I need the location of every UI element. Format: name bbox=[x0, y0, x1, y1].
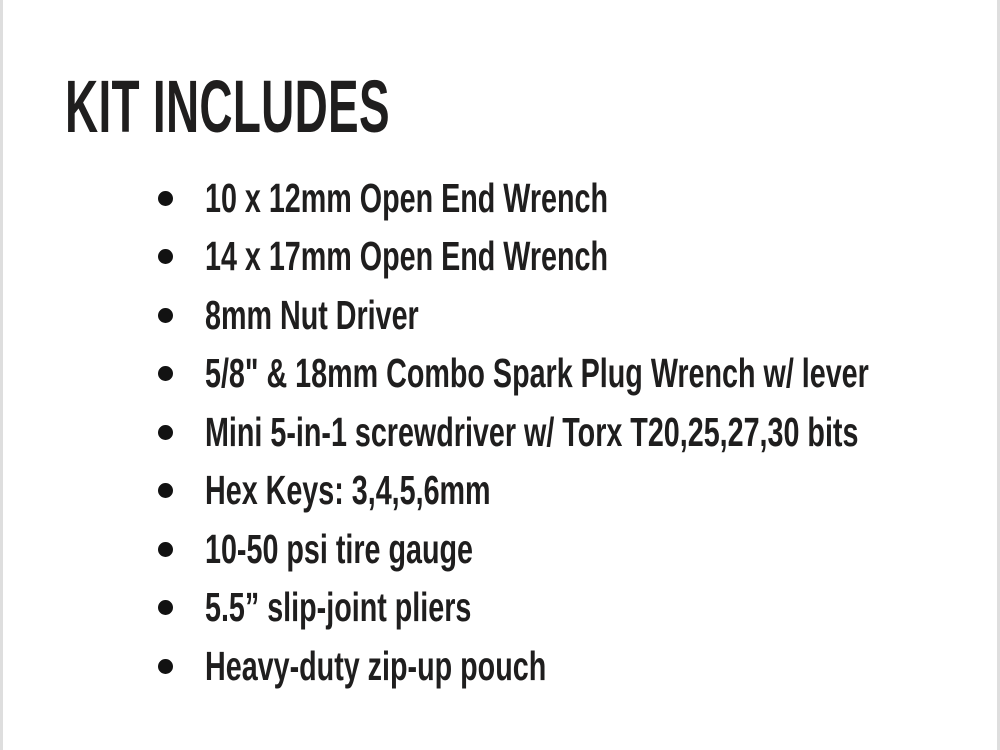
bullet-icon bbox=[158, 483, 173, 498]
bullet-icon bbox=[158, 249, 173, 264]
list-item-text: 10 x 12mm Open End Wrench bbox=[205, 174, 608, 221]
kit-list bbox=[158, 169, 1000, 696]
bullet-icon bbox=[158, 659, 173, 674]
page-title: KIT INCLUDES bbox=[65, 65, 390, 148]
bullet-icon bbox=[158, 600, 173, 615]
list-item-text: 10-50 psi tire gauge bbox=[205, 525, 473, 572]
list-item bbox=[158, 228, 1000, 287]
list-item-text: 5.5” slip-joint pliers bbox=[205, 584, 472, 631]
list-item-text: Hex Keys: 3,4,5,6mm bbox=[205, 467, 491, 514]
bullet-icon bbox=[158, 191, 173, 206]
bullet-icon bbox=[158, 425, 173, 440]
list-item-text: Heavy-duty zip-up pouch bbox=[205, 642, 547, 689]
bullet-icon bbox=[158, 308, 173, 323]
list-item bbox=[158, 579, 1000, 638]
bullet-icon bbox=[158, 542, 173, 557]
list-item bbox=[158, 345, 1000, 404]
list-item-text: 8mm Nut Driver bbox=[205, 291, 419, 338]
list-item bbox=[158, 520, 1000, 579]
list-item-text: 14 x 17mm Open End Wrench bbox=[205, 233, 608, 280]
list-item bbox=[158, 286, 1000, 345]
list-item bbox=[158, 637, 1000, 696]
list-item-text: Mini 5-in-1 screwdriver w/ Torx T20,25,27,30 bits bbox=[205, 408, 859, 455]
bullet-icon bbox=[158, 366, 173, 381]
list-item bbox=[158, 462, 1000, 521]
list-item bbox=[158, 403, 1000, 462]
list-item bbox=[158, 169, 1000, 228]
list-item-text: 5/8" & 18mm Combo Spark Plug Wrench w/ lever bbox=[205, 350, 869, 397]
